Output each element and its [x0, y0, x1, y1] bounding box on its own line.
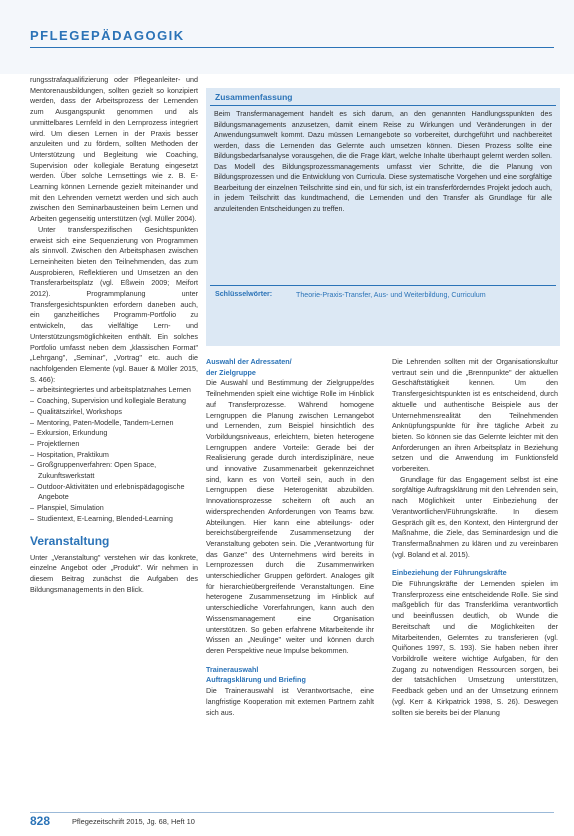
- list-item: – Qualitätszirkel, Workshops: [30, 407, 198, 418]
- column-middle: [206, 357, 374, 718]
- page-number: 828: [30, 814, 51, 828]
- summary-divider: [210, 285, 556, 286]
- subheading-zielgruppe-line1: Auswahl der Adressaten/: [206, 357, 292, 366]
- list-item: – Mentoring, Paten-Modelle, Tandem-Lernen: [30, 418, 198, 429]
- subheading-trainerauswahl: Trainerauswahl: [206, 664, 259, 674]
- keywords-label: Schlüsselwörter:: [215, 290, 273, 298]
- col2-paragraph-1: Die Auswahl und Bestimmung der Zielgruppe/des Teilnehmenden spielt eine wichtige Rolle im Hinblick auf Transferprozesse. Während homogene Lerngruppen die Planung zwischen Lernangebot und Lernenden, zum Beispiel hinsichtlich des Vorbildungsniveaus, erleichtern, bieten heterogene Lerngruppen andere Vorteile: Gerade bei der Realisierung gerade durch interdisziplinäre, neue und innovative Zusammenarbeit gekennzeichnet sind, kann es von Vorteil sein, auch in den Lerngruppen diese Heterogenität abzubilden. Innovationsprozesse scheitern oft auch an widersprechenden Anforderungen von Teams bzw. Abteilungen. Hier kann eine abteilungs- oder bereichsübergreifende Zusammensetzung der Veranstaltung geboten sein. Die „Verantwortung für das Ganze" des Unternehmens wird bereits in Lernprozessen durch die Zusammenwirken unterschiedlicher Gruppen gefördert. Analoges gilt für hierarchieübergreifende Veranstaltungen. Eine heterogene Zusammensetzung im Hinblick auf unterschiedliche Vorerfahrungen, kann auch den Wissensmanagement eine Organisation unterstützen. So geben erfahrene Mitarbeitende ihr Wissen an „Neulinge" weiter und können durch deren Perspektive neue Impulse bekommen.: [206, 378, 374, 655]
- list-item: – arbeitsintegriertes und arbeitsplatznahes Lernen: [30, 385, 198, 396]
- summary-title-rule: [210, 105, 556, 106]
- col3-paragraph-3: Die Führungskräfte der Lernenden spielen im Transferprozess eine entscheidende Rolle. Sie sind maßgeblich für das Transferklima verantwortlich und beeinflussen deutlich, ob Wunde die Bereitschaft und die Möglichkeiten der Mitarbeitenden, Gelerntes zu transferieren (vgl. Quiñones 1997, S. 193). Sie haben neben ihrer Vorbildrolle weitere wichtige Aufgaben, für den Zugang zu notwendigen Ressourcen sorgen, bei der tatsächlichen Umsetzung unterstützen, Feedback geben und an der Umsetzung erinnern (vgl. Kerr & Kirkpatrick 1998, S. 26). Deswegen sollten sie bereits bei der Planung: [392, 579, 558, 717]
- list-item: – Hospitation, Praktikum: [30, 450, 198, 461]
- list-item: – Studientext, E-Learning, Blended-Learning: [30, 514, 198, 525]
- col3-paragraph-2: Grundlage für das Engagement selbst ist eine sorgfältige Auftragsklärung mit den Lehrenden sein, nach Möglichkeit unter Einbeziehung der Verantwortlichen/Führungskräfte. In diesem Gespräch gilt es, den Kontext, den Hintergrund der Maßnahme, die Ziele, das Seminardesign und die Transfermaßnahmen zu klären und zu vereinbaren (vgl. Boland et al. 2015).: [392, 474, 558, 559]
- list-item: – Projektlernen: [30, 439, 198, 450]
- transfer-elements-list: [30, 385, 198, 524]
- summary-text: Beim Transfermanagement handelt es sich darum, an den genannten Handlungsspunkten des Bildungsmanagements anzusetzen, damit einem Reise zu Wirkungen und Veränderungen in der Anwendungsumwelt kommt. Dazu müssen Lernangebote so vorbereitet, durchgeführt und nachbereitet werden, dass die Lernenden das Gelernte auch umsetzen können. Diesen Prozess sollte eine Bildungsbedarfsanalyse vorausgehen, die die Frage klärt, welche Inhalte überhaupt gelernt werden sollen. Das Modell des Bildungsprozessmanagements umfasst vier Schritte, die die Planung von Bildungsprozessen und die Entwicklung von Curricula. Diese systematische Vorgehen und eine sorgfältige Bearbeitung der einzelnen Teilschritte sind ein, und für sich, ist ein transferförderndes Projekt jedoch auch, in jedem Teilschritt das kundtmachend, die Lernenden und den Transfer als Grundlage für alle anzuleitenden Entscheidungen zu treffen.: [214, 110, 552, 213]
- section-header-title: PFLEGEPÄDAGOGIK: [30, 28, 185, 43]
- header-rule: [30, 47, 554, 48]
- column-right: [392, 357, 558, 718]
- col1-paragraph-3: Unter „Veranstaltung" verstehen wir das konkrete, einzelne Angebot oder „Produkt". Wir nehmen in diesem Beitrag zunächst die Aufgaben des Bildungsmanagements in den Blick.: [30, 552, 198, 594]
- journal-citation: Pflegezeitschrift 2015, Jg. 68, Heft 10: [72, 817, 195, 826]
- col1-paragraph-1: rungsstrafaqualifizierung oder Pflegeanleiter- und Mentorenausbildungen, sollten gezielt so konzipiert werden, dass der Arbeitsprozess der Lernenden zum Ausgangspunkt genommen und als unmittelbares Lernfeld in den Lernprozess integriert wird. Um diesen Lernen in der Praxis besser anzuleiten und zu fördern, sollten Methoden der Unterstützung und Begleitung wie Coaching, Supervision oder kollegiale Beratung eingesetzt werden. Über solche Lernsettings wie z. B. E-Learning können Lernende gezielt miteinander und mit den Lehrenden vernetzt werden und sich auch zwischen den Seminarbausteinen beim Lernen und Arbeiten gegenseitig unterstützen (vgl. Müller 2004).: [30, 75, 198, 224]
- list-item: – Großgruppenverfahren: Open Space, Zukunftswerkstatt: [30, 460, 198, 481]
- col3-paragraph-1: Die Lehrenden sollten mit der Organisationskultur vertraut sein und die „Brennpunkte" der aktuellen Geschäftstätigkeit kennen. Um den Transfergesichtspunkten ist es entscheidend, durch aktuelle und authentische Beispiele aus der Unternehmensrealität den Teilnehmenden Anknüpfungspunkte für ihre tägliche Arbeit zu bieten. So können sie das Gelernte leichter mit den Anforderungen an ihren Arbeitsplatz in Beziehung setzen und die Anwendung im Funktionsfeld vorbereiten.: [392, 357, 558, 474]
- summary-title: Zusammenfassung: [215, 92, 293, 102]
- list-item: – Exkursion, Erkundung: [30, 428, 198, 439]
- list-item: – Planspiel, Simulation: [30, 503, 198, 514]
- section-heading-veranstaltung: Veranstaltung: [30, 533, 110, 548]
- subheading-auftragsklaerung: Auftragsklärung und Briefing: [206, 675, 306, 685]
- subheading-zielgruppe-line2: der Zielgruppe: [206, 367, 256, 377]
- list-item: – Coaching, Supervision und kollegiale Beratung: [30, 396, 198, 407]
- footer-rule: [30, 812, 554, 813]
- subheading-fuehrungskraefte: Einbeziehung der Führungskräfte: [392, 568, 507, 578]
- keywords-text: Theorie-Praxis-Transfer, Aus- und Weiterbildung, Curriculum: [296, 291, 486, 299]
- column-left: [30, 75, 198, 595]
- col2-paragraph-2: Die Trainerauswahl ist Verantwortsache, eine langfristige Kooperation mit externen Partnern zahlt sich aus.: [206, 686, 374, 717]
- summary-box: [206, 88, 560, 346]
- col1-paragraph-2: Unter transferspezifischen Gesichtspunkten erweist sich eine Sequenzierung von Programmen als sinnvoll. Zwischen den Arbeitsphasen zwischen Lerneinheiten bieten den Teilnehmenden, das zum Ausprobieren, Reflektieren und Umsetzen an den Transferarbeitsplatz (vgl. Eßwein 2009; Meifort 2012). Programmplanung unter Transfergesichtspunkten erfordern daneben auch, ein ganzheitliches Programm-Portfolio zu entwickeln, das vielfältige Lern- und Unterstützungsmöglichkeiten enthält. Ein solches Portfolio umfasst neben dem „klassischen Format" „Lehrgang", „Seminar", „Vortrag" etc. auch die nachfolgenden Elemente (vgl. Bauer & Müller 2015, S. 466):: [30, 224, 198, 384]
- list-item: – Outdoor-Aktivitäten und erlebnispädagogische Angebote: [30, 482, 198, 503]
